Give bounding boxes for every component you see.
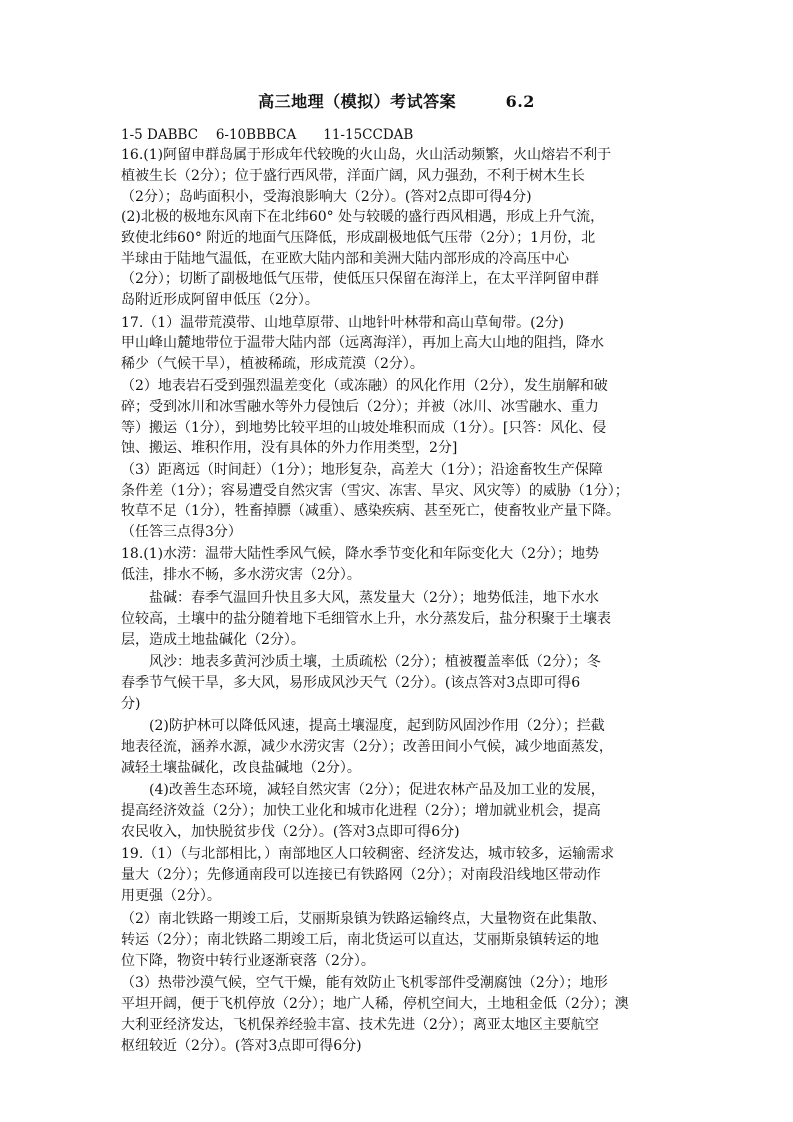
- answer-line: 平坦开阔，便于飞机停放（2分）；地广人稀，停机空间大，土地租金低（2分）；澳: [121, 996, 629, 1012]
- answer-line: (2)北极的极地东风南下在北纬60° 处与较暖的盛行西风相遇，形成上升气流，: [121, 209, 605, 225]
- answer-line: 枢纽较近（2分）。(答对3点即可得6分): [121, 1038, 362, 1054]
- answer-line: 盐碱：春季气温回升快且多大风，蒸发量大（2分）；地势低洼，地下水水: [121, 590, 599, 606]
- answer-line: 条件差（1分）；容易遭受自然灾害（雪灾、冻害、旱灾、风灾等）的威胁（1分）；: [121, 483, 629, 499]
- answer-line: 半球由于陆地气温低，在亚欧大陆内部和美洲大陆内部形成的冷高压中心: [121, 251, 569, 267]
- answer-line: 位较高，土壤中的盐分随着地下毛细管水上升，水分蒸发后，盐分积聚于土壤表: [121, 611, 611, 627]
- answer-line: 农民收入，加快脱贫步伐（2分）。(答对3点即可得6分): [121, 824, 460, 840]
- answer-line: 大利亚经济发达，飞机保养经验丰富、技术先进（2分）；离亚太地区主要航空: [121, 1017, 599, 1033]
- answer-line: （2分）；切断了副极地低气压带，使低压只保留在海洋上，在太平洋阿留申群: [121, 271, 599, 287]
- answer-line: 地表径流，涵养水源，减少水涝灾害（2分）；改善田间小气候，减少地面蒸发，: [121, 739, 613, 755]
- answer-line: 春季节气候干旱，多大风，易形成风沙天气（2分）。(该点答对3点即可得6: [121, 675, 581, 691]
- answer-line: 牧草不足（1分），牲畜掉膘（减重）、感染疾病、甚至死亡，使畜牧业产量下降。: [121, 503, 620, 519]
- answer-line: 17.（1）温带荒漠带、山地草原带、山地针叶林带和高山草甸带。(2分): [121, 315, 565, 331]
- answer-line: 蚀、搬运、堆积作用，没有具体的外力作用类型，2分]: [121, 440, 458, 456]
- answer-line: 量大（2分）；先修通南段可以连接已有铁路网（2分）；对南段沿线地区带动作: [121, 867, 601, 883]
- answer-line: 分): [121, 696, 141, 712]
- answer-line: 致使北纬60° 附近的地面气压降低，形成副极地低气压带（2分）；1月份，北: [121, 230, 596, 246]
- answer-line: (4)改善生态环境，减轻自然灾害（2分）；促进农林产品及加工业的发展，: [121, 782, 605, 798]
- answer-line: 植被生长（2分）；位于盛行西风带，洋面广阔，风力强劲，不利于树木生长: [121, 168, 585, 184]
- page-title: 高三地理（模拟）考试答案 6.2: [258, 92, 535, 111]
- answer-line: 碎；受到冰川和冰雪融水等外力侵蚀后（2分）；并被（冰川、冰雪融水、重力: [121, 399, 599, 415]
- answer-line: 风沙：地表多黄河沙质土壤，土质疏松（2分）；植被覆盖率低（2分）；冬: [121, 654, 601, 670]
- answer-key-line: 1-5 DABBC 6-10BBBCA 11-15CCDAB: [121, 127, 414, 143]
- answer-line: （2）地表岩石受到强烈温差变化（或冻融）的风化作用（2分），发生崩解和破: [121, 378, 608, 394]
- answer-line: 低洼，排水不畅，多水涝灾害（2分）。: [121, 567, 361, 583]
- answer-line: 岛附近形成阿留申低压（2分）。: [121, 292, 319, 308]
- answer-line: 16.(1)阿留申群岛属于形成年代较晚的火山岛，火山活动频繁，火山熔岩不利于: [121, 147, 612, 163]
- answer-line: （任答三点得3分）: [121, 524, 242, 540]
- answer-line: （3）热带沙漠气候，空气干燥，能有效防止飞机零部件受潮腐蚀（2分）；地形: [121, 975, 608, 991]
- answer-line: 等）搬运（1分），到地势比较平坦的山坡处堆积而成（1分）。[只答：风化、侵: [121, 420, 607, 436]
- answer-line: 19.（1）（与北部相比，）南部地区人口较稠密、经济发达，城市较多，运输需求: [121, 846, 615, 862]
- answer-line: （3）距离远（时间赶）（1分）；地形复杂，高差大（1分）；沿途畜牧生产保障: [121, 462, 603, 478]
- answer-line: 层，造成土地盐碱化（2分）。: [121, 632, 305, 648]
- answer-line: 提高经济效益（2分）；加快工业化和城市化进程（2分）；增加就业机会，提高: [121, 803, 601, 819]
- answer-line: 位下降，物资中转行业逐渐衰落（2分）。: [121, 953, 375, 969]
- answer-line: 转运（2分）；南北铁路二期竣工后，南北货运可以直达，艾丽斯泉镇转运的地: [121, 932, 599, 948]
- answer-line: （2）南北铁路一期竣工后，艾丽斯泉镇为铁路运输终点，大量物资在此集散、: [121, 911, 606, 927]
- answer-line: 减轻土壤盐碱化，改良盐碱地（2分）。: [121, 760, 361, 776]
- answer-line: 稀少（气候干旱），植被稀疏，形成荒漠（2分）。: [121, 356, 424, 372]
- answer-line: 甲山峰山麓地带位于温带大陆内部（远离海洋），再加上高大山地的阻挡，降水: [121, 335, 604, 351]
- answer-line: （2分）；岛屿面积小，受海浪影响大（2分）。(答对2点即可得4分): [121, 189, 532, 205]
- answer-line: 用更强（2分）。: [121, 888, 221, 904]
- answer-line: 18.(1)水涝：温带大陆性季风气候，降水季节变化和年际变化大（2分）；地势: [121, 546, 600, 562]
- answer-line: (2)防护林可以降低风速，提高土壤湿度，起到防风固沙作用（2分）；拦截: [121, 718, 605, 734]
